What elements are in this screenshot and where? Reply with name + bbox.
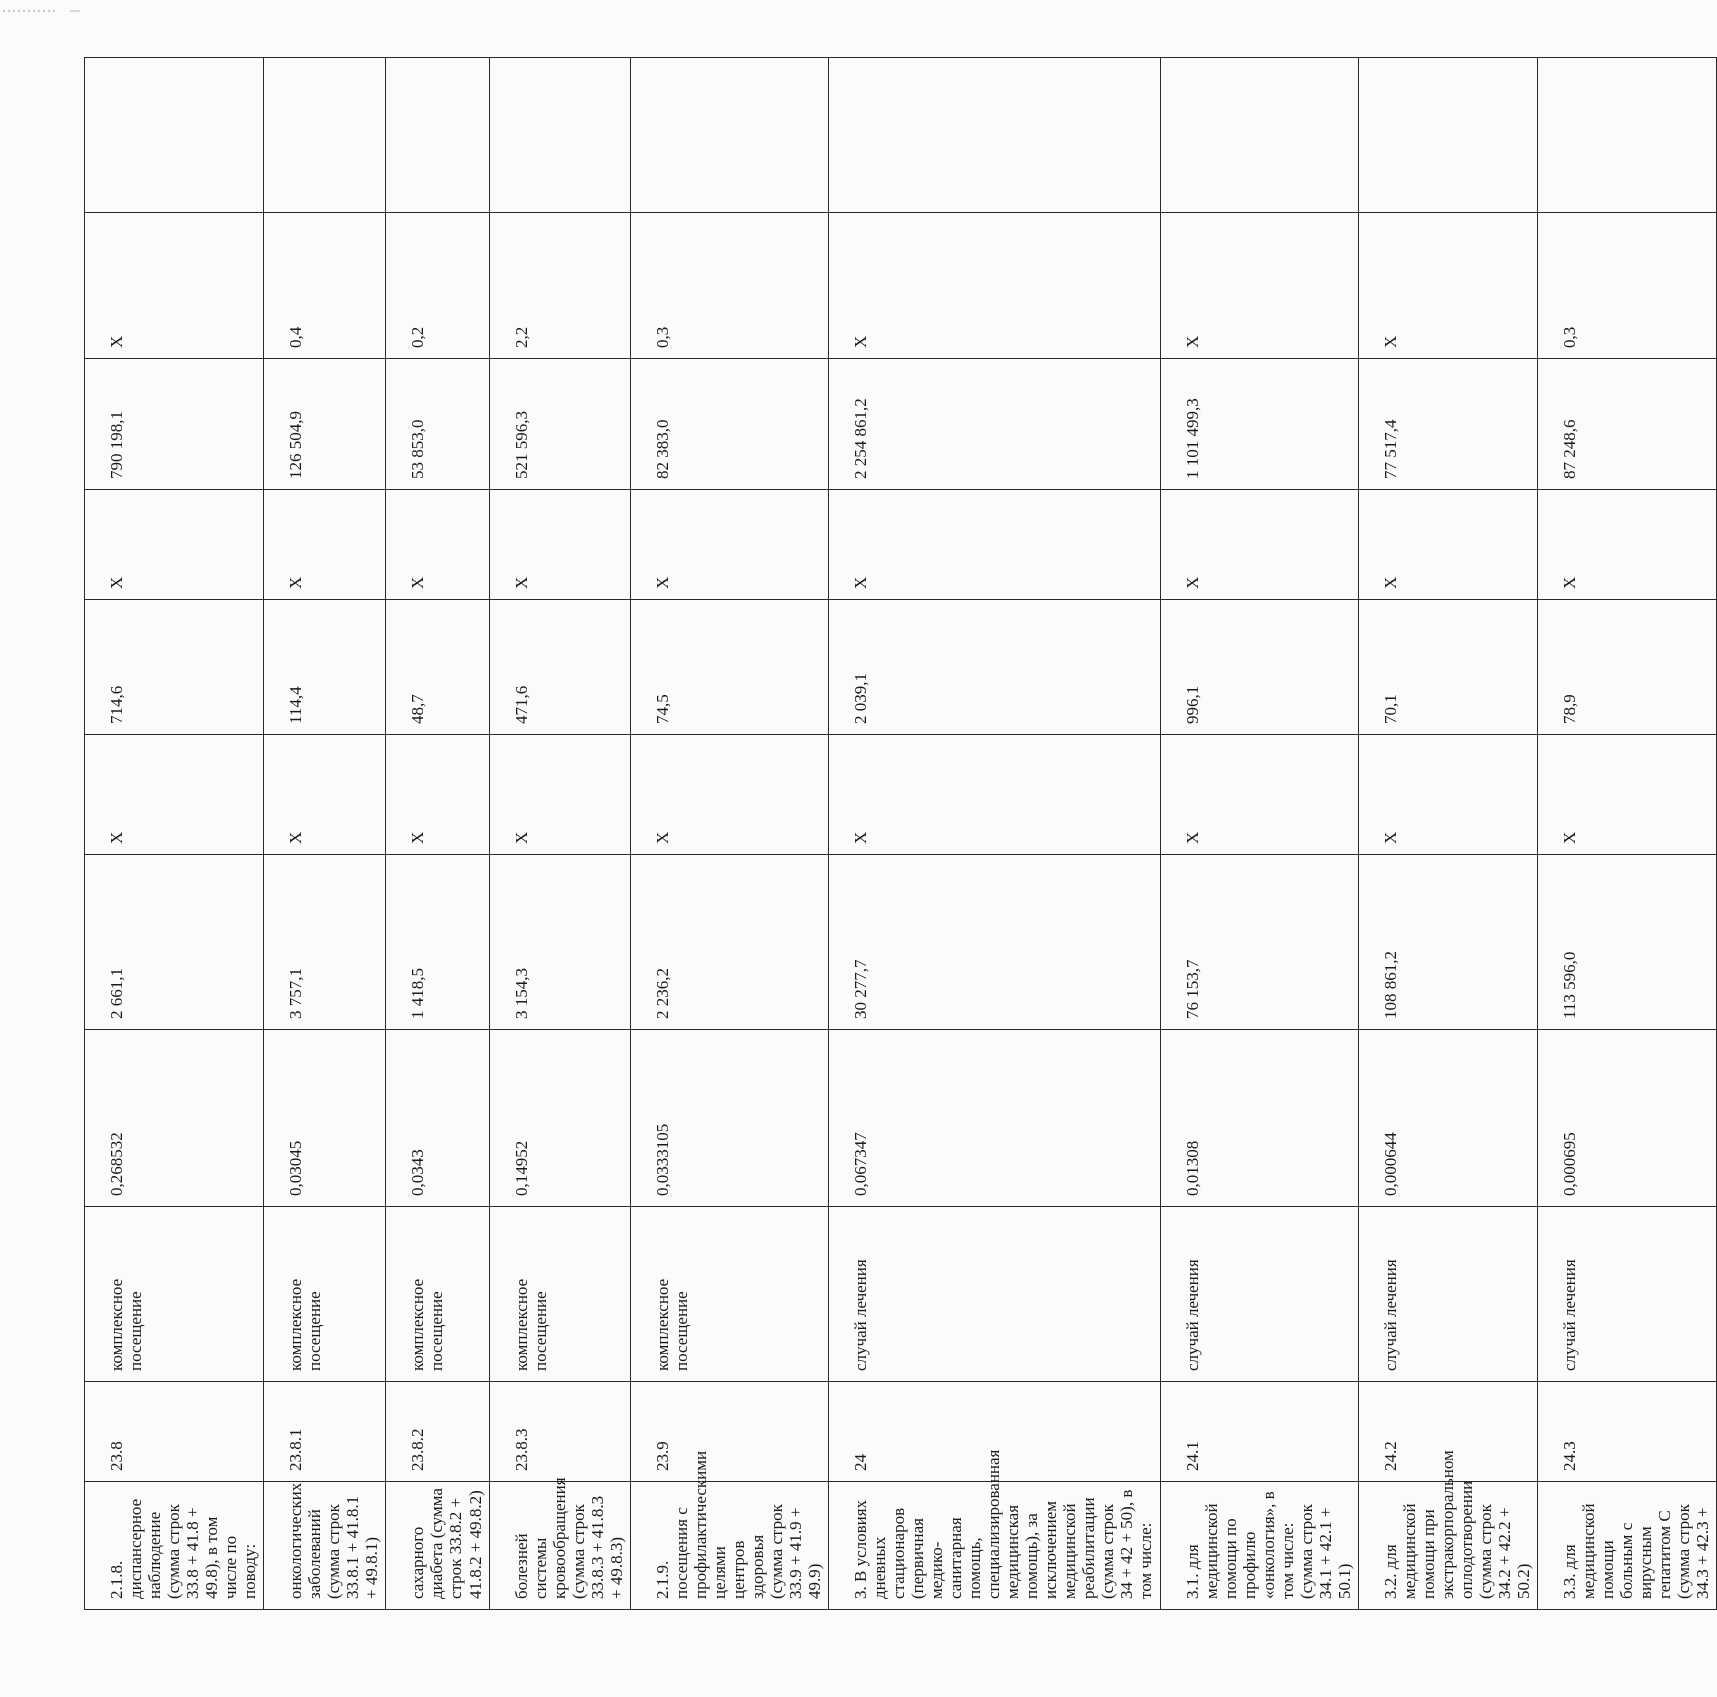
unit-cell: случай лечения: [829, 1207, 1161, 1382]
rate-cell: 0,0343: [386, 1030, 489, 1207]
blank-cell: [630, 58, 828, 213]
value-cell: 714,6: [85, 600, 264, 735]
line-number: 23.9: [630, 1382, 828, 1482]
line-number: 23.8.1: [264, 1382, 386, 1482]
unit-cell: комплексное посещение: [85, 1207, 264, 1382]
unit-cell: комплексное посещение: [489, 1207, 630, 1382]
total-cell: 790 198,1: [85, 359, 264, 490]
line-number: 24: [829, 1382, 1161, 1482]
value-cell: 74,5: [630, 600, 828, 735]
blank-cell: [1160, 58, 1358, 213]
share-cell: 2,2: [489, 213, 630, 359]
cost-cell: 1 418,5: [386, 855, 489, 1030]
rate-cell: 0,000644: [1358, 1030, 1537, 1207]
table-row: [630, 58, 828, 1610]
row-label: 3.1. для медицинской помощи по профилю «онкология», в том числе: (сумма строк 34.1 + 42.1 + 50.1): [1160, 1482, 1358, 1610]
row-label: 2.1.8. диспансерное наблюдение (сумма строк 33.8 + 41.8 + 49.8), в том числе по поводу:: [85, 1482, 264, 1610]
row-label: 3.2. для медицинской помощи при экстракорпоральном оплодотворении (сумма строк 34.2 + 42.2 + 50.2): [1358, 1482, 1537, 1610]
row-label: онкологических заболеваний (сумма строк 33.8.1 + 41.8.1 + 49.8.1): [264, 1482, 386, 1610]
x-cell: X: [85, 490, 264, 600]
table-row: [1358, 58, 1537, 1610]
share-cell: 0,3: [630, 213, 828, 359]
share-cell: X: [1160, 213, 1358, 359]
blank-cell: [264, 58, 386, 213]
x-cell: X: [829, 490, 1161, 600]
table-row: [1538, 58, 1717, 1610]
line-number: 23.8.3: [489, 1382, 630, 1482]
x-cell: X: [264, 735, 386, 855]
cost-cell: 113 596,0: [1538, 855, 1717, 1030]
x-cell: X: [386, 735, 489, 855]
line-number: 24.1: [1160, 1382, 1358, 1482]
blank-cell: [1538, 58, 1717, 213]
value-cell: 78,9: [1538, 600, 1717, 735]
x-cell: X: [630, 490, 828, 600]
table-row: [85, 58, 264, 1610]
total-cell: 53 853,0: [386, 359, 489, 490]
x-cell: X: [630, 735, 828, 855]
x-cell: X: [1358, 490, 1537, 600]
x-cell: X: [1538, 490, 1717, 600]
total-cell: 2 254 861,2: [829, 359, 1161, 490]
line-number: 24.2: [1358, 1382, 1537, 1482]
data-table: [84, 57, 1717, 1610]
unit-cell: случай лечения: [1538, 1207, 1717, 1382]
row-label: болезней системы кровообращения (сумма строк 33.8.3 + 41.8.3 + 49.8.3): [489, 1482, 630, 1610]
x-cell: X: [1160, 735, 1358, 855]
row-label: 3. В условиях дневных стационаров (первичная медико-санитарная помощь, специализированная медицинская помощь), за исключением медицинской реабилитации (сумма строк 34 + 42 + 50), в том числе:: [829, 1482, 1161, 1610]
x-cell: X: [386, 490, 489, 600]
line-number: 24.3: [1538, 1382, 1717, 1482]
unit-cell: комплексное посещение: [264, 1207, 386, 1382]
cost-cell: 3 757,1: [264, 855, 386, 1030]
value-cell: 996,1: [1160, 600, 1358, 735]
blank-cell: [489, 58, 630, 213]
share-cell: X: [829, 213, 1161, 359]
x-cell: X: [264, 490, 386, 600]
value-cell: 70,1: [1358, 600, 1537, 735]
table-body: [85, 58, 1717, 1610]
share-cell: X: [85, 213, 264, 359]
total-cell: 82 383,0: [630, 359, 828, 490]
row-label: 2.1.9. посещения с профилактическими целями центров здоровья (сумма строк 33.9 + 41.9 + 49.9): [630, 1482, 828, 1610]
blank-cell: [386, 58, 489, 213]
rotated-page: [84, 58, 1713, 1610]
total-cell: 126 504,9: [264, 359, 386, 490]
x-cell: X: [489, 735, 630, 855]
rate-cell: 0,03045: [264, 1030, 386, 1207]
rate-cell: 0,268532: [85, 1030, 264, 1207]
blank-cell: [1358, 58, 1537, 213]
share-cell: 0,4: [264, 213, 386, 359]
share-cell: 0,2: [386, 213, 489, 359]
unit-cell: случай лечения: [1358, 1207, 1537, 1382]
x-cell: X: [1358, 735, 1537, 855]
rate-cell: 0,0333105: [630, 1030, 828, 1207]
rate-cell: 0,14952: [489, 1030, 630, 1207]
value-cell: 114,4: [264, 600, 386, 735]
total-cell: 521 596,3: [489, 359, 630, 490]
table-row: [1160, 58, 1358, 1610]
rate-cell: 0,000695: [1538, 1030, 1717, 1207]
cost-cell: 76 153,7: [1160, 855, 1358, 1030]
unit-cell: комплексное посещение: [386, 1207, 489, 1382]
total-cell: 1 101 499,3: [1160, 359, 1358, 490]
total-cell: 87 248,6: [1538, 359, 1717, 490]
cost-cell: 2 661,1: [85, 855, 264, 1030]
cost-cell: 2 236,2: [630, 855, 828, 1030]
value-cell: 2 039,1: [829, 600, 1161, 735]
table-row: [489, 58, 630, 1610]
row-label: сахарного диабета (сумма строк 33.8.2 + 41.8.2 + 49.8.2): [386, 1482, 489, 1610]
x-cell: X: [1160, 490, 1358, 600]
rate-cell: 0,067347: [829, 1030, 1161, 1207]
blank-cell: [829, 58, 1161, 213]
x-cell: X: [1538, 735, 1717, 855]
x-cell: X: [489, 490, 630, 600]
share-cell: X: [1358, 213, 1537, 359]
unit-cell: случай лечения: [1160, 1207, 1358, 1382]
total-cell: 77 517,4: [1358, 359, 1537, 490]
x-cell: X: [829, 735, 1161, 855]
row-label: 3.3. для медицинской помощи больным с вирусным гепатитом С (сумма строк 34.3 + 42.3 +: [1538, 1482, 1717, 1610]
table-row: [829, 58, 1161, 1610]
table-row: [386, 58, 489, 1610]
cost-cell: 108 861,2: [1358, 855, 1537, 1030]
cost-cell: 30 277,7: [829, 855, 1161, 1030]
share-cell: 0,3: [1538, 213, 1717, 359]
scan-marks: [0, 0, 1200, 30]
x-cell: X: [85, 735, 264, 855]
line-number: 23.8.2: [386, 1382, 489, 1482]
line-number: 23.8: [85, 1382, 264, 1482]
value-cell: 48,7: [386, 600, 489, 735]
blank-cell: [85, 58, 264, 213]
table-row: [264, 58, 386, 1610]
unit-cell: комплексное посещение: [630, 1207, 828, 1382]
cost-cell: 3 154,3: [489, 855, 630, 1030]
value-cell: 471,6: [489, 600, 630, 735]
rate-cell: 0,01308: [1160, 1030, 1358, 1207]
